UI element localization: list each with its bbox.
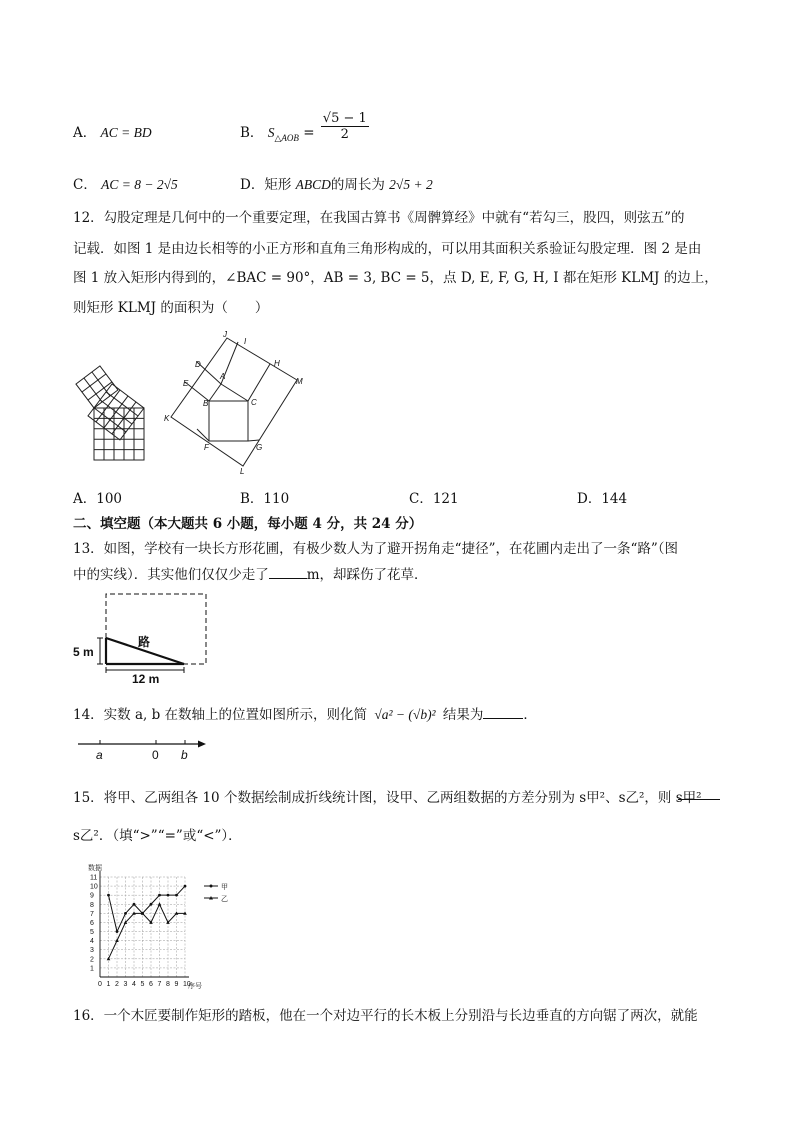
q12-line-4: 则矩形 KLMJ 的面积为（ ） bbox=[73, 300, 269, 316]
x-tick-label: 8 bbox=[166, 981, 170, 988]
chart-axes bbox=[90, 871, 191, 988]
q13-text-a: 中的实线）．其实他们仅仅少走了 bbox=[73, 567, 269, 583]
q12-figure-2 bbox=[160, 328, 320, 476]
q12-figure-1 bbox=[70, 362, 170, 472]
data-point-jia bbox=[133, 903, 136, 906]
q12-option-d: D．144 bbox=[577, 491, 628, 507]
data-point-yi bbox=[115, 939, 119, 942]
q15-line-2: s乙²．（填“>”“=”或“<”）． bbox=[73, 828, 242, 844]
y-tick-label: 6 bbox=[90, 919, 94, 927]
q15-answer-blank[interactable] bbox=[678, 787, 720, 800]
label-k: K bbox=[164, 414, 170, 423]
fraction-denominator: 2 bbox=[340, 127, 349, 142]
section-heading: 二、填空题（本大题共 6 小题，每小题 4 分，共 24 分） bbox=[73, 516, 423, 532]
segment-ab bbox=[209, 384, 221, 401]
data-point-jia bbox=[150, 903, 153, 906]
data-point-jia bbox=[124, 912, 127, 915]
road-label: 路 bbox=[138, 635, 151, 649]
q14-answer-blank[interactable] bbox=[483, 706, 523, 719]
tick-b: b bbox=[181, 748, 188, 762]
data-point-jia bbox=[107, 894, 110, 897]
q13-figure bbox=[70, 586, 215, 686]
x-tick-label: 6 bbox=[149, 981, 153, 988]
data-point-jia bbox=[158, 894, 161, 897]
q12-line-2: 记载．如图 1 是由边长相等的小正方形和直角三角形构成的，可以用其面积关系验证勾股定理．图 2 是由 bbox=[73, 241, 702, 257]
y-tick-label: 9 bbox=[90, 892, 94, 900]
x-tick-label: 3 bbox=[123, 981, 128, 988]
label-j: J bbox=[223, 330, 227, 339]
option-letter: C． bbox=[73, 177, 97, 193]
q13-line-2 bbox=[73, 563, 428, 583]
label-l: L bbox=[240, 467, 245, 476]
q14-line bbox=[73, 703, 537, 723]
q12-option-c: C．121 bbox=[409, 491, 459, 507]
tick-a: a bbox=[96, 748, 103, 762]
q12-option-a: A．100 bbox=[73, 491, 123, 507]
y-tick-label: 4 bbox=[90, 938, 94, 946]
chart-x-title: 序号 bbox=[188, 983, 202, 990]
x-tick-label: 1 bbox=[106, 981, 111, 988]
y-tick-label: 5 bbox=[90, 929, 94, 937]
equals-sign: = bbox=[303, 125, 315, 141]
area-symbol: S bbox=[267, 125, 275, 140]
dim-label-12m: 12 m bbox=[132, 672, 160, 686]
data-point-jia bbox=[167, 894, 170, 897]
label-a: A bbox=[220, 372, 226, 381]
q14-text-a: 14．实数 a, b 在数轴上的位置如图所示，则化简 bbox=[73, 707, 368, 723]
option-letter: B． bbox=[240, 125, 264, 141]
segment-g bbox=[248, 440, 259, 441]
fraction-numerator: √5 − 1 bbox=[322, 111, 367, 126]
tick-zero: 0 bbox=[152, 748, 159, 762]
option-expression: 2√5 + 2 bbox=[389, 177, 433, 192]
q12-line-1: 12．勾股定理是几何中的一个重要定理，在我国古算书《周髀算经》中就有“若勾三，股四，则弦五”的 bbox=[73, 210, 685, 226]
data-point-yi bbox=[107, 957, 111, 960]
q14-expression: √a² − (√b)² bbox=[374, 707, 436, 722]
label-c: C bbox=[251, 398, 257, 407]
q12-line-3: 图 1 放入矩形内得到的，∠BAC = 90°，AB = 3, BC = 5，点 D, E, F, G, H, I 都在矩形 KLMJ 的边上， bbox=[73, 270, 718, 286]
label-m: M bbox=[296, 377, 303, 386]
legend-jia: 甲 bbox=[221, 884, 228, 891]
label-g: G bbox=[256, 443, 263, 452]
fraction bbox=[321, 111, 369, 142]
chart-legend bbox=[204, 883, 228, 903]
label-e: E bbox=[183, 379, 189, 388]
y-tick-label: 11 bbox=[90, 874, 98, 882]
y-tick-label: 2 bbox=[90, 956, 94, 964]
label-i: I bbox=[244, 337, 247, 346]
option-text: 的周长为 bbox=[330, 177, 385, 193]
q11-option-d bbox=[240, 173, 433, 193]
label-h: H bbox=[274, 359, 280, 368]
x-tick-label: 2 bbox=[115, 981, 119, 988]
q14-text-b: 结果为 bbox=[442, 707, 484, 723]
y-tick-label: 7 bbox=[90, 910, 94, 918]
y-tick-label: 3 bbox=[90, 947, 94, 955]
y-tick-label: 8 bbox=[90, 901, 94, 909]
y-tick-label: 1 bbox=[90, 965, 94, 973]
option-expression: AC = BD bbox=[100, 125, 152, 140]
q13-line-1: 13．如图，学校有一块长方形花圃，有极少数人为了避开拐角走“捷径”，在花圃内走出了一条“路”（图 bbox=[73, 541, 679, 557]
q13-answer-blank[interactable] bbox=[269, 566, 307, 579]
dim-label-5m: 5 m bbox=[73, 645, 94, 659]
q11-option-b bbox=[240, 111, 369, 142]
rectangle-klmj bbox=[171, 338, 297, 466]
large-square-grid bbox=[94, 408, 144, 460]
data-point-jia bbox=[116, 930, 119, 933]
q15-line-1: 15．将甲、乙两组各 10 个数据绘制成折线统计图，设甲、乙两组数据的方差分别为 s甲²、s乙²，则 s甲² bbox=[73, 790, 702, 806]
arrow-right-icon bbox=[198, 741, 206, 748]
label-d: D bbox=[195, 360, 201, 369]
q11-option-a bbox=[73, 121, 152, 141]
q12-option-b: B．110 bbox=[240, 491, 290, 507]
x-tick-label: 5 bbox=[140, 981, 145, 988]
rectangle-name: ABCD bbox=[295, 177, 331, 192]
q13-text-b: m，却踩伤了花草． bbox=[306, 567, 428, 583]
option-letter: A． bbox=[73, 125, 97, 141]
large-square bbox=[94, 408, 144, 460]
segment-ac bbox=[221, 384, 248, 401]
legend-yi: 乙 bbox=[221, 896, 228, 903]
data-point-jia bbox=[184, 885, 187, 888]
area-subscript: △AOB bbox=[274, 133, 299, 143]
chart-y-title: 数据 bbox=[88, 865, 102, 872]
square-bcgf bbox=[209, 401, 248, 441]
medium-square-right bbox=[88, 384, 144, 440]
chart-grid bbox=[100, 877, 185, 977]
x-tick-label: 0 bbox=[98, 981, 102, 988]
x-tick-label: 7 bbox=[157, 981, 162, 988]
q11-option-c bbox=[73, 173, 178, 193]
y-tick-label: 10 bbox=[90, 883, 98, 891]
x-tick-label: 4 bbox=[132, 981, 136, 988]
data-point-yi bbox=[158, 902, 162, 905]
series-line-jia bbox=[109, 886, 186, 931]
option-letter: D．矩形 bbox=[240, 177, 292, 193]
q16-line-1: 16．一个木匠要制作矩形的踏板，他在一个对边平行的长木板上分别沿与长边垂直的方向锯了两次，就能 bbox=[73, 1008, 698, 1024]
option-expression: AC = 8 − 2√5 bbox=[101, 177, 178, 192]
q14-number-line bbox=[70, 732, 215, 764]
segment-ch bbox=[248, 364, 270, 401]
x-tick-label: 10 bbox=[183, 981, 191, 988]
label-b: B bbox=[203, 399, 209, 408]
data-point-jia bbox=[175, 894, 178, 897]
q15-line-chart bbox=[72, 860, 242, 990]
q14-text-c: ． bbox=[523, 707, 537, 723]
label-f: F bbox=[204, 443, 209, 452]
x-tick-label: 9 bbox=[174, 981, 179, 988]
flower-bed-outline bbox=[106, 594, 206, 664]
